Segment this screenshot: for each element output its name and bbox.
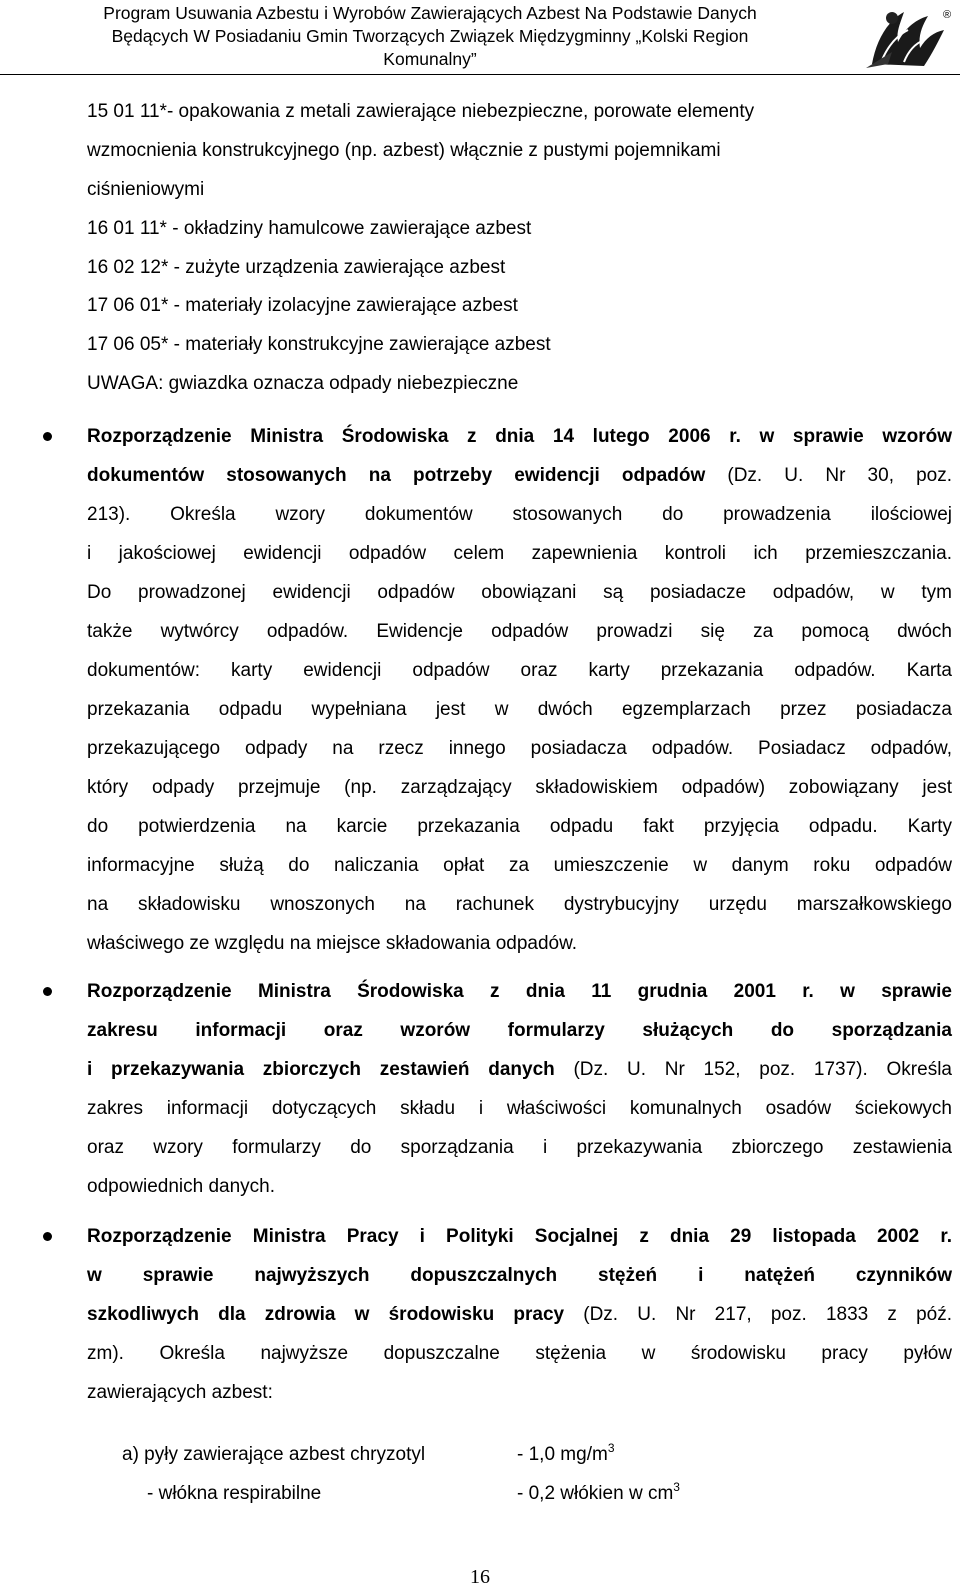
waste-code-line: 16 01 11* - okładziny hamulcowe zawierające azbest (87, 218, 532, 239)
regulation-title: zakresu informacji oraz wzorów formularzy służących do sporządzania (87, 1020, 952, 1041)
header-title-line: Komunalny” (383, 49, 477, 69)
bullet-icon (43, 987, 52, 996)
waste-code-line: ciśnieniowymi (87, 179, 205, 200)
regional-logo-icon (852, 2, 954, 72)
paragraph-line (87, 417, 952, 456)
paragraph-line: odpowiednich danych. (87, 1176, 276, 1197)
paragraph-line: który odpady przejmuje (np. zarządzający składowiskiem odpadów) zobowiązany jest (87, 777, 952, 798)
paragraph-line: informacyjne służą do naliczania opłat za umieszczenie w danym roku odpadów (87, 855, 952, 876)
regulation-title: szkodliwych dla zdrowia w środowisku pracy (87, 1304, 565, 1325)
paragraph-line: zakres informacji dotyczących składu i właściwości komunalnych osadów ściekowych (87, 1098, 952, 1119)
note-text: gwiazdka oznacza odpady niebezpieczne (163, 373, 519, 394)
paragraph-text: (Dz. U. Nr 30, poz. (705, 465, 952, 486)
paragraph-line: właściwego ze względu na miejsce składowania odpadów. (87, 933, 578, 954)
regulation-title: w sprawie najwyższych dopuszczalnych stężeń i natężeń czynników (87, 1265, 952, 1286)
regulation-title: dokumentów stosowanych na potrzeby ewidencji odpadów (87, 465, 706, 486)
paragraph-line (87, 456, 952, 495)
waste-code-line: 16 02 12* - zużyte urządzenia zawierające azbest (87, 257, 506, 278)
note-label: UWAGA: (87, 373, 164, 394)
page-number: 16 (470, 1566, 490, 1588)
waste-code-line: 15 01 11*- opakowania z metali zawierające niebezpieczne, porowate elementy (87, 101, 755, 122)
limit-value (517, 1482, 680, 1506)
paragraph-line: na składowisku wnoszonych na rachunek dystrybucyjny urzędu marszałkowskiego (87, 894, 952, 915)
paragraph-line: przekazującego odpady na rzecz innego posiadacza odpadów. Posiadacz odpadów, (87, 738, 952, 759)
section-1-paragraph (87, 417, 952, 963)
note-line (87, 372, 518, 396)
waste-code-line: wzmocnienia konstrukcyjnego (np. azbest) włącznie z pustymi pojemnikami (87, 140, 721, 161)
bullet-icon (43, 432, 52, 441)
paragraph-line: zm). Określa najwyższe dopuszczalne stężenia w środowisku pracy pyłów (87, 1343, 952, 1364)
limit-label: - włókna respirabilne (147, 1483, 322, 1504)
paragraph-line: oraz wzory formularzy do sporządzania i przekazywania zbiorczego zestawienia (87, 1137, 952, 1158)
waste-code-line: 17 06 05* - materiały konstrukcyjne zawierające azbest (87, 334, 551, 355)
limit-value-text: - 0,2 włókien w cm (517, 1483, 674, 1504)
paragraph-line (87, 1295, 952, 1334)
regulation-title: i przekazywania zbiorczych zestawień danych (87, 1059, 555, 1080)
paragraph-line: przekazania odpadu wypełniana jest w dwóch egzemplarzach przez posiadacza (87, 699, 952, 720)
paragraph-line: Do prowadzonej ewidencji odpadów obowiązani są posiadacze odpadów, w tym (87, 582, 952, 603)
regulation-title: Rozporządzenie Ministra Pracy i Polityki Socjalnej z dnia 29 listopada 2002 r. (87, 1226, 952, 1247)
limit-unit-exponent: 3 (607, 1441, 615, 1455)
header-title (30, 2, 830, 71)
paragraph-text: (Dz. U. Nr 217, poz. 1833 z póź. (564, 1304, 952, 1325)
header-title-line: Program Usuwania Azbestu i Wyrobów Zawierających Azbest Na Podstawie Danych (103, 3, 757, 23)
limit-unit-exponent: 3 (673, 1480, 680, 1494)
paragraph-line: i jakościowej ewidencji odpadów celem zapewnienia kontroli ich przemieszczania. (87, 543, 952, 564)
header-title-line: Będących W Posiadaniu Gmin Tworzących Związek Międzygminny „Kolski Region (111, 26, 749, 46)
paragraph-line: dokumentów: karty ewidencji odpadów oraz karty przekazania odpadów. Karta (87, 660, 952, 681)
paragraph-line (87, 972, 952, 1011)
paragraph-line: do potwierdzenia na karcie przekazania odpadu fakt przyjęcia odpadu. Karty (87, 816, 952, 837)
limit-value (517, 1443, 615, 1467)
limit-value-text: - 1,0 mg/m (517, 1444, 608, 1465)
paragraph-line: zawierających azbest: (87, 1382, 273, 1403)
limit-label: a) pyły zawierające azbest chryzotyl (122, 1444, 426, 1465)
waste-code-line: 17 06 01* - materiały izolacyjne zawierające azbest (87, 295, 518, 316)
paragraph-line (87, 1256, 952, 1295)
regulation-title: Rozporządzenie Ministra Środowiska z dnia 14 lutego 2006 r. w sprawie wzorów (87, 426, 952, 447)
paragraph-line (87, 1217, 952, 1256)
regulation-title: Rozporządzenie Ministra Środowiska z dnia 11 grudnia 2001 r. w sprawie (87, 981, 952, 1002)
registered-mark: ® (943, 9, 952, 21)
paragraph-line (87, 1050, 952, 1089)
paragraph-line (87, 1011, 952, 1050)
page-header (0, 0, 960, 75)
bullet-icon (43, 1232, 52, 1241)
paragraph-text: (Dz. U. Nr 152, poz. 1737). Określa (554, 1059, 952, 1080)
paragraph-line: także wytwórcy odpadów. Ewidencje odpadów prowadzi się za pomocą dwóch (87, 621, 952, 642)
section-2-paragraph (87, 972, 952, 1206)
section-3-paragraph (87, 1217, 952, 1412)
paragraph-line: 213). Określa wzory dokumentów stosowanych do prowadzenia ilościowej (87, 504, 952, 525)
